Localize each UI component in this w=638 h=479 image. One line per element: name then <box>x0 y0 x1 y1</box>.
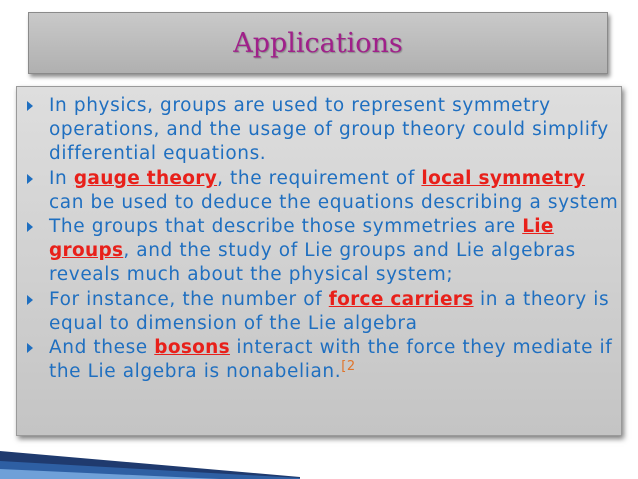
triangle-bullet-icon <box>27 343 33 353</box>
bullet-text: , the requirement of <box>217 167 422 189</box>
bullet-item <box>25 288 621 336</box>
bullet-item <box>25 167 621 215</box>
bullet-text: interact with the force they mediate if the Lie algebra is nonabelian. <box>49 337 613 383</box>
bullet-text: For instance, the number of <box>49 288 329 310</box>
bullet-text: , and the study of Lie groups and Lie algebras reveals much about the physical system; <box>49 240 576 286</box>
bullet-text: In <box>49 167 74 189</box>
link-gauge-theory[interactable]: gauge theory <box>73 167 218 189</box>
triangle-bullet-icon <box>27 222 33 232</box>
content-box <box>16 86 622 436</box>
bullet-text: In physics, groups are used to represent symmetry operations, and the usage of group theory could simplify differential equations. <box>49 95 609 165</box>
triangle-bullet-icon <box>27 174 33 184</box>
bullet-text: The groups that describe those symmetries are <box>49 216 523 238</box>
link-force-carriers[interactable]: force carriers <box>328 288 474 310</box>
link-lie-groups[interactable]: Lie groups <box>49 216 554 262</box>
bullet-item <box>25 94 621 167</box>
citation-link[interactable]: [2 <box>341 359 356 375</box>
bullet-text: in a theory is equal to dimension of the Lie algebra <box>49 288 610 334</box>
decorative-swoosh <box>0 437 300 479</box>
triangle-bullet-icon <box>27 295 33 305</box>
link-local-symmetry[interactable]: local symmetry <box>421 167 586 189</box>
triangle-bullet-icon <box>27 101 33 111</box>
title-box <box>28 12 608 74</box>
bullet-item <box>25 336 621 384</box>
slide-title: Applications <box>233 27 403 59</box>
bullet-item <box>25 215 621 288</box>
bullet-text: can be used to deduce the equations describing a system <box>49 191 619 213</box>
link-bosons[interactable]: bosons <box>154 337 230 359</box>
bullet-list <box>17 87 621 384</box>
bullet-text: And these <box>49 337 155 359</box>
